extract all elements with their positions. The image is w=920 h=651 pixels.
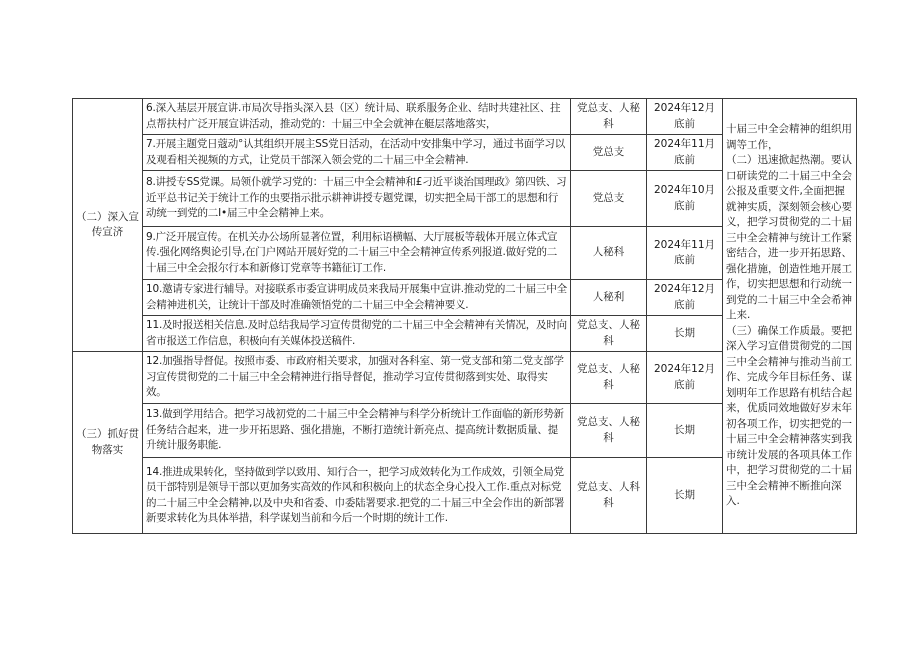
deadline: 2024年12月底前	[647, 99, 723, 135]
responsible-dept: 党总支、人秘科	[571, 404, 647, 458]
table-row	[73, 99, 857, 135]
deadline: 2024年11月底前	[647, 135, 723, 171]
deadline: 长期	[647, 316, 723, 352]
task-content: 13.做到学用结合。把学习战初党的二十届三中全会精神与科学分析统计工作面临的新形势新任务结合起来，进一步开拓思路、强化措施，不断打造统计新亮点、提高统计数据质量、提升统计服务职能.	[143, 404, 571, 458]
task-content: 12.加强指导督促。按照市委、市政府相关要求，加强对各科室、第一党支部和第二党支部学习宣传贯彻党的二十届三中全会精神进行指导督促，推动学习宣传贯彻落到实处、取得实效。	[143, 352, 571, 404]
task-content: 6.深入基层开展宣讲.市局次导指头深入县（区）统计局、联系服务企业、结时共建社区、拄点帮扶村广泛开展宣讲活动，推动党的：十届三中全会就神在艇层落地落实，	[143, 99, 571, 135]
deadline: 2024年12月底前	[647, 352, 723, 404]
task-content: 8.讲授专SS党课。局领仆就学习党的：十届三中全会精神和£刁近平谈治国理政》第四铁、习近平总书记关于统计工作的虫要指示批示耕神讲授专题党课，切实把全局干部工的思想和行动统一到党的二I•届三中全会精神上来。	[143, 171, 571, 227]
category-luoshi: （三）抓好贯物落实	[73, 352, 143, 534]
responsible-dept: 党总支	[571, 135, 647, 171]
task-content: 11.及时报送相关信息.及时总结我局学习宣传贯彻党的二十届三中全会精神有关情况，及时向省市报送工作信息，积极向有关媒体投送稿件.	[143, 316, 571, 352]
responsible-dept: 党总支	[571, 171, 647, 227]
notes-part-2: （二）迅速掀起热潮。要认口研读党的二十届三中全会公报及重要文件,全面把握就神实质，深刻领会核心要义，把学习贯彻党的二十届三中全会精神与统计工作紧密结合，进一步开拓思路、强化措施，创造性地开展工作，切实把思想和行动统一到党的二十届三中全会希神上来.	[726, 154, 852, 322]
deadline: 长期	[647, 458, 723, 534]
responsible-dept: 党总支、人秘科	[571, 352, 647, 404]
deadline: 长期	[647, 404, 723, 458]
responsible-dept: 党总支、人秘科	[571, 99, 647, 135]
deadline: 2024年12月底前	[647, 280, 723, 316]
notes-column	[723, 99, 857, 534]
responsible-dept: 人秘科	[571, 227, 647, 280]
notes-part-3: （三）确保工作质最。要把深入学习宣借贯彻党的二国三中全会精神与推动当前工作、完成今年目标任务、谋划明年工作思路有机结合起来，优质同效地做好岁末年初各项工作，切实把党的一十届三中全会精神落实到我市统计发展的各项具体工作中，把学习贯彻党的二十届三中全会精神不断推向深入.	[726, 324, 852, 508]
task-content: 10.邀请专家进行辅导。对接联系市委宣讲明成员来我局开展集中宣讲.推动党的二十届三中全会精神进机关，让统计干部及时准确领悟党的二十届三中全会精神要义.	[143, 280, 571, 316]
deadline: 2024年10月底前	[647, 171, 723, 227]
task-content: 7.开展主题党日蔻动°认其组织开展主SS党日活动，在活动中安排集中学习，通过书面学习以及观看相关视频的方式，让党员干部深入领会党的二十届三中全会精神.	[143, 135, 571, 171]
task-content: 14.推进成果转化，坚持做到学以致用、知行合一，把学习成效转化为工作成效，引领全局党员干部特别是领导干部以更加务实高效的作风和积极向上的状态全身心投入工作.重点对标党的二十届三中全会精神,以及中央和省委、巾委陆署要求.把党的二十届三中全会作出的新部署新要求转化为具体举措，科学谋划当前和今后一个时期的统计工作.	[143, 458, 571, 534]
work-plan-table	[72, 98, 857, 534]
responsible-dept: 党总支、人科科	[571, 458, 647, 534]
notes-part-1: 十届三中全会精神的组织用调等工作，	[726, 123, 852, 151]
responsible-dept: 党总支、人秘科	[571, 316, 647, 352]
task-content: 9.广泛开展宣传。在机关办公场所显著位置，利用标语横幅、大厅展板等载体开展立体式宣传.强化网络舆论引导,在门户网站开展好党的二十届三中全会精神宣传系列报道.做好党的二十届三中全会报尔行本和新修订党章等书籍征订工作.	[143, 227, 571, 280]
category-xuanchuan: （二）深入宣传宣济	[73, 99, 143, 352]
responsible-dept: 人秘利	[571, 280, 647, 316]
deadline: 2024年11月底前	[647, 227, 723, 280]
